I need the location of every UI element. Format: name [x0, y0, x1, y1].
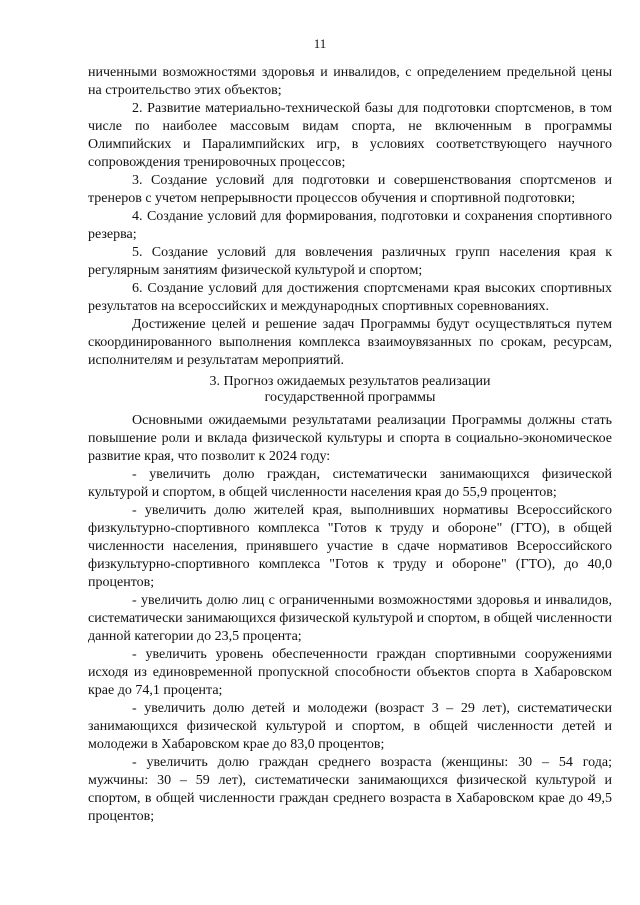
- section-heading: [88, 374, 612, 406]
- page-number: 11: [313, 36, 327, 51]
- paragraph-task-5: 5. Создание условий для вовлечения различных групп населения края к регулярным занятиям физической культурой и спортом;: [88, 245, 612, 278]
- paragraph-result-item: - увеличить уровень обеспеченности граждан спортивными сооружениями исходя из единовременной пропускной способности объектов спорта в Хабаровском крае до 74,1 процента;: [88, 647, 612, 698]
- section-heading-line-1: 3. Прогноз ожидаемых результатов реализации: [209, 374, 491, 389]
- paragraph-results-intro: Основными ожидаемыми результатами реализации Программы должны стать повышение роли и вклада физической культуры и спорта в социально-экономическое развитие края, что позволит к 2024 году:: [88, 413, 612, 464]
- paragraph-continued: ниченными возможностями здоровья и инвалидов, с определением предельной цены на строительство этих объектов;: [88, 65, 612, 98]
- paragraph-result-item: - увеличить долю граждан, систематически занимающихся физической культурой и спортом, в общей численности населения края до 55,9 процентов;: [88, 467, 612, 500]
- paragraph-task-6: 6. Создание условий для достижения спортсменами края высоких спортивных результатов на всероссийских и международных спортивных соревнованиях.: [88, 281, 612, 314]
- paragraph-result-item: - увеличить долю граждан среднего возраста (женщины: 30 – 54 года; мужчины: 30 – 59 лет), систематически занимающихся физической культурой и спортом, в общей численности граждан среднего возраста в Хабаровском крае до 49,5 процентов;: [88, 755, 612, 824]
- paragraph-task-3: 3. Создание условий для подготовки и совершенствования спортсменов и тренеров с учетом непрерывности процессов обучения и спортивной подготовки;: [88, 173, 612, 206]
- paragraph-task-4: 4. Создание условий для формирования, подготовки и сохранения спортивного резерва;: [88, 209, 612, 242]
- paragraph-result-item: - увеличить долю жителей края, выполнивших нормативы Всероссийского физкультурно-спортивного комплекса "Готов к труду и обороне" (ГТО), в общей численности населения, принявшего участие в сдаче нормативов Всероссийского физкультурно-спортивного комплекса "Готов к труду и обороне" (ГТО), до 40,0 процентов;: [88, 503, 612, 590]
- paragraph-summary: Достижение целей и решение задач Программы будут осуществляться путем скоординированного выполнения комплекса взаимоувязанных по срокам, ресурсам, исполнителям и результатам мероприятий.: [88, 317, 612, 368]
- paragraph-result-item: - увеличить долю лиц с ограниченными возможностями здоровья и инвалидов, систематически занимающихся физической культурой и спортом, в общей численности данной категории до 23,5 процента;: [88, 593, 612, 644]
- document-body: [88, 64, 612, 826]
- paragraph-result-item: - увеличить долю детей и молодежи (возраст 3 – 29 лет), систематически занимающихся физической культурой и спортом, в общей численности детей и молодежи в Хабаровском крае до 83,0 процентов;: [88, 701, 612, 752]
- paragraph-task-2: 2. Развитие материально-технической базы для подготовки спортсменов, в том числе по наиболее массовым видам спорта, не включенным в программы Олимпийских и Паралимпийских игр, в условиях соответствующего научного сопровождения тренировочных процессов;: [88, 101, 612, 170]
- section-heading-line-2: государственной программы: [264, 390, 436, 405]
